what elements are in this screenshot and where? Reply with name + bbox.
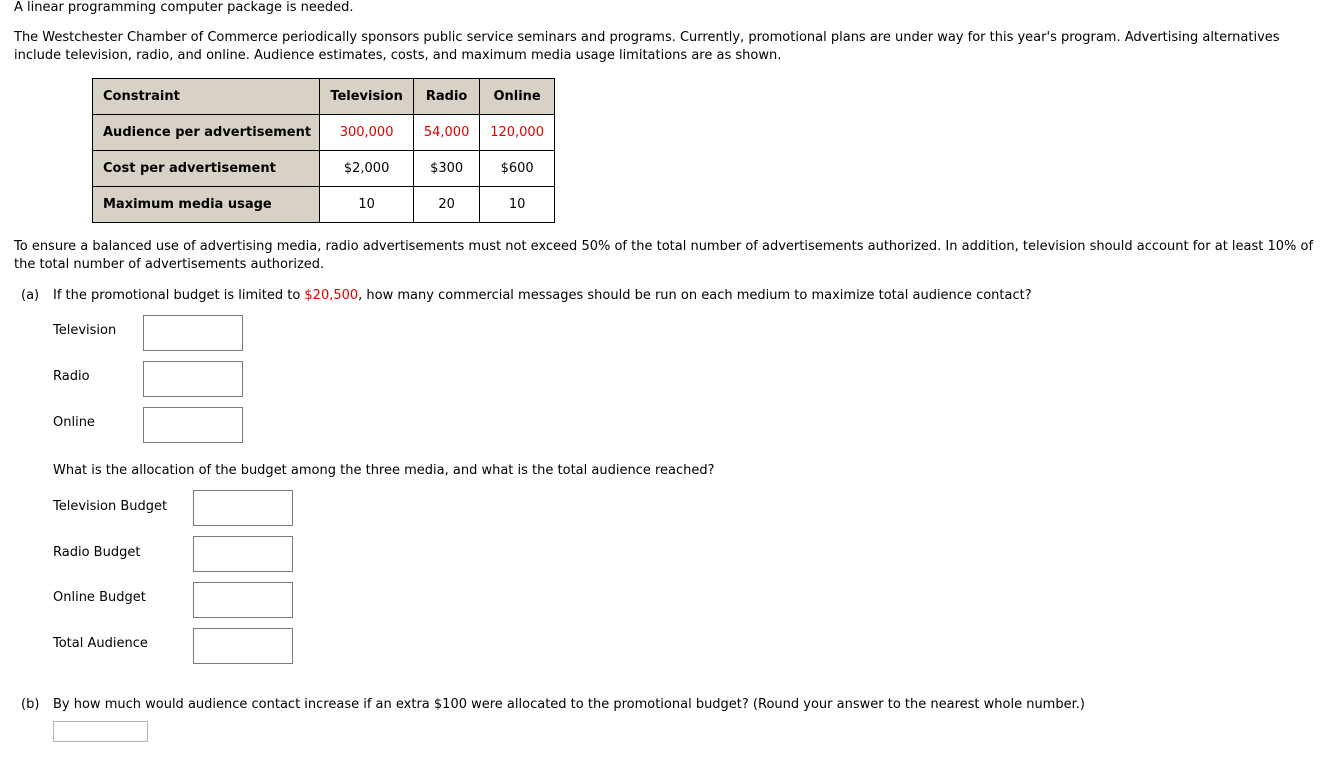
table-header-constraint: Constraint <box>93 79 320 115</box>
cost-radio: $300 <box>414 151 480 187</box>
table-header-television: Television <box>320 79 414 115</box>
media-table <box>92 78 555 223</box>
television-budget-label: Television Budget <box>53 499 168 514</box>
problem-description <box>14 29 1280 65</box>
row-label-max-usage: Maximum media usage <box>93 187 320 223</box>
table-row-cost <box>93 151 555 187</box>
part-a-question-end: , how many commercial messages should be run on each medium to maximize total audience contact? <box>358 288 1032 303</box>
television-label: Television <box>53 323 117 338</box>
television-budget-input[interactable] <box>193 490 293 526</box>
balance-line-1: To ensure a balanced use of advertising media, radio advertisements must not exceed 50% of the total number of advertisements authorized. In addition, television should account for at least 10% of <box>14 239 1314 254</box>
table-row-max-usage <box>93 187 555 223</box>
intro-text: A linear programming computer package is needed. <box>14 0 354 15</box>
part-a-marker: (a) <box>21 288 40 303</box>
audience-television: 300,000 <box>320 115 414 151</box>
description-line-1: The Westchester Chamber of Commerce periodically sponsors public service seminars and programs. Currently, promotional plans are under way for this year's program. Advertising alternatives <box>14 30 1280 45</box>
cost-television: $2,000 <box>320 151 414 187</box>
balance-line-2: the total number of advertisements authorized. <box>14 257 325 272</box>
part-a-question <box>53 288 1032 303</box>
radio-budget-label: Radio Budget <box>53 545 141 560</box>
part-b-question: By how much would audience contact increase if an extra $100 were allocated to the promotional budget? (Round your answer to the nearest whole number.) <box>53 697 1085 712</box>
allocation-question: What is the allocation of the budget among the three media, and what is the total audience reached? <box>53 463 715 478</box>
online-budget-input[interactable] <box>193 582 293 618</box>
table-row-audience <box>93 115 555 151</box>
row-label-audience: Audience per advertisement <box>93 115 320 151</box>
table-header-radio: Radio <box>414 79 480 115</box>
part-a-question-start: If the promotional budget is limited to <box>53 288 305 303</box>
balance-constraint-text <box>14 238 1313 274</box>
total-audience-input[interactable] <box>193 628 293 664</box>
total-audience-label: Total Audience <box>53 636 148 651</box>
audience-radio: 54,000 <box>414 115 480 151</box>
online-count-input[interactable] <box>143 407 243 443</box>
audience-online: 120,000 <box>480 115 555 151</box>
part-b-marker: (b) <box>21 697 40 712</box>
description-line-2: include television, radio, and online. Audience estimates, costs, and maximum media usage limitations are as shown. <box>14 48 782 63</box>
row-label-cost: Cost per advertisement <box>93 151 320 187</box>
radio-budget-input[interactable] <box>193 536 293 572</box>
audience-increase-input[interactable] <box>53 721 148 742</box>
online-label: Online <box>53 415 95 430</box>
television-count-input[interactable] <box>143 315 243 351</box>
radio-count-input[interactable] <box>143 361 243 397</box>
radio-label: Radio <box>53 369 90 384</box>
table-header-row <box>93 79 555 115</box>
budget-amount: $20,500 <box>304 288 359 303</box>
max-television: 10 <box>320 187 414 223</box>
online-budget-label: Online Budget <box>53 590 146 605</box>
cost-online: $600 <box>480 151 555 187</box>
max-radio: 20 <box>414 187 480 223</box>
max-online: 10 <box>480 187 555 223</box>
table-header-online: Online <box>480 79 555 115</box>
